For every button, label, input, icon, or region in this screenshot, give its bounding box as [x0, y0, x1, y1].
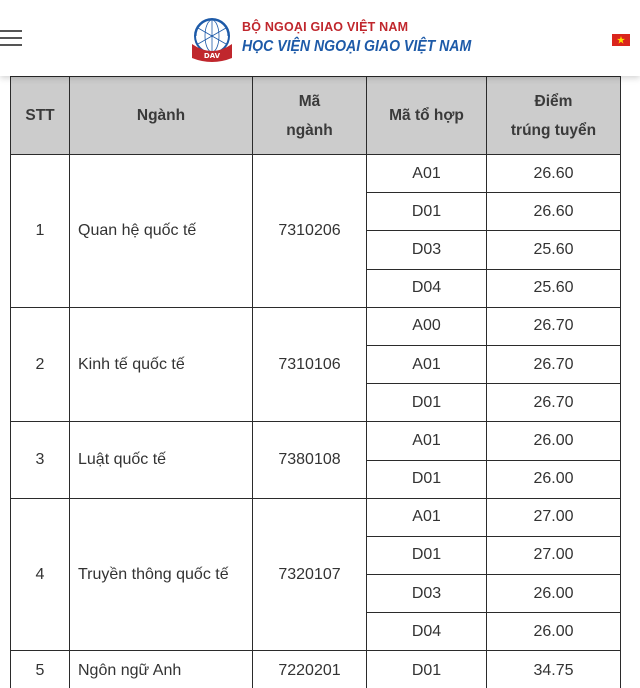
cell-diem: 25.60 — [487, 269, 621, 307]
cell-ma-to-hop: A01 — [367, 155, 487, 193]
cell-nganh: Luật quốc tế — [70, 422, 253, 498]
cell-nganh: Ngôn ngữ Anh — [70, 651, 253, 688]
header-ma-nganh — [253, 77, 367, 155]
header-stt: STT — [11, 77, 70, 155]
cell-ma-nganh: 7310206 — [253, 155, 367, 308]
cell-ma-to-hop: A01 — [367, 498, 487, 536]
cell-ma-to-hop: D01 — [367, 193, 487, 231]
header-diem-line1: Điểm — [534, 92, 573, 110]
cell-diem: 26.00 — [487, 422, 621, 460]
cell-ma-nganh: 7310106 — [253, 307, 367, 422]
header-diem-line2: trúng tuyển — [510, 121, 597, 139]
brand-academy-title[interactable]: HỌC VIỆN NGOẠI GIAO VIỆT NAM — [242, 38, 472, 55]
vietnam-flag-icon[interactable] — [612, 34, 630, 46]
cell-diem: 26.60 — [487, 155, 621, 193]
header-ma-nganh-line2: ngành — [286, 121, 333, 139]
cell-ma-to-hop: D01 — [367, 536, 487, 574]
table-row — [11, 651, 621, 688]
cell-diem: 26.00 — [487, 460, 621, 498]
cell-ma-nganh: 7220201 — [253, 651, 367, 688]
cell-diem: 27.00 — [487, 536, 621, 574]
header-ma-nganh-line1: Mã — [298, 92, 321, 110]
admission-scores-table-container[interactable] — [10, 76, 640, 688]
admission-scores-table — [10, 76, 621, 688]
header-ma-to-hop: Mã tổ hợp — [367, 77, 487, 155]
table-row — [11, 155, 621, 193]
cell-nganh: Quan hệ quốc tế — [70, 155, 253, 308]
cell-stt: 3 — [11, 422, 70, 498]
table-header-row — [11, 77, 621, 155]
cell-stt: 1 — [11, 155, 70, 308]
cell-diem: 26.70 — [487, 307, 621, 345]
hamburger-menu-icon[interactable] — [0, 26, 24, 48]
cell-diem: 26.70 — [487, 345, 621, 383]
brand-ministry-title[interactable]: BỘ NGOẠI GIAO VIỆT NAM — [242, 20, 409, 34]
cell-ma-to-hop: D04 — [367, 613, 487, 651]
cell-ma-to-hop: D04 — [367, 269, 487, 307]
cell-diem: 26.00 — [487, 575, 621, 613]
logo-text: DAV — [203, 52, 221, 60]
cell-nganh: Truyền thông quốc tế — [70, 498, 253, 651]
site-header — [0, 0, 640, 76]
cell-diem: 26.60 — [487, 193, 621, 231]
cell-diem: 25.60 — [487, 231, 621, 269]
cell-ma-to-hop: A00 — [367, 307, 487, 345]
cell-diem: 34.75 — [487, 651, 621, 688]
cell-diem: 26.70 — [487, 384, 621, 422]
cell-ma-to-hop: A01 — [367, 345, 487, 383]
cell-ma-to-hop: D01 — [367, 460, 487, 498]
table-body — [11, 155, 621, 688]
table-row — [11, 307, 621, 345]
table-row — [11, 498, 621, 536]
cell-diem: 27.00 — [487, 498, 621, 536]
cell-nganh: Kinh tế quốc tế — [70, 307, 253, 422]
cell-ma-to-hop: A01 — [367, 422, 487, 460]
cell-stt: 4 — [11, 498, 70, 651]
header-nganh: Ngành — [70, 77, 253, 155]
cell-ma-nganh: 7320107 — [253, 498, 367, 651]
cell-stt: 5 — [11, 651, 70, 688]
cell-ma-to-hop: D03 — [367, 231, 487, 269]
cell-ma-to-hop: D01 — [367, 651, 487, 688]
cell-stt: 2 — [11, 307, 70, 422]
table-row — [11, 422, 621, 460]
cell-ma-to-hop: D01 — [367, 384, 487, 422]
academy-logo-icon[interactable] — [188, 14, 236, 66]
cell-ma-nganh: 7380108 — [253, 422, 367, 498]
cell-diem: 26.00 — [487, 613, 621, 651]
cell-ma-to-hop: D03 — [367, 575, 487, 613]
header-diem — [487, 77, 621, 155]
